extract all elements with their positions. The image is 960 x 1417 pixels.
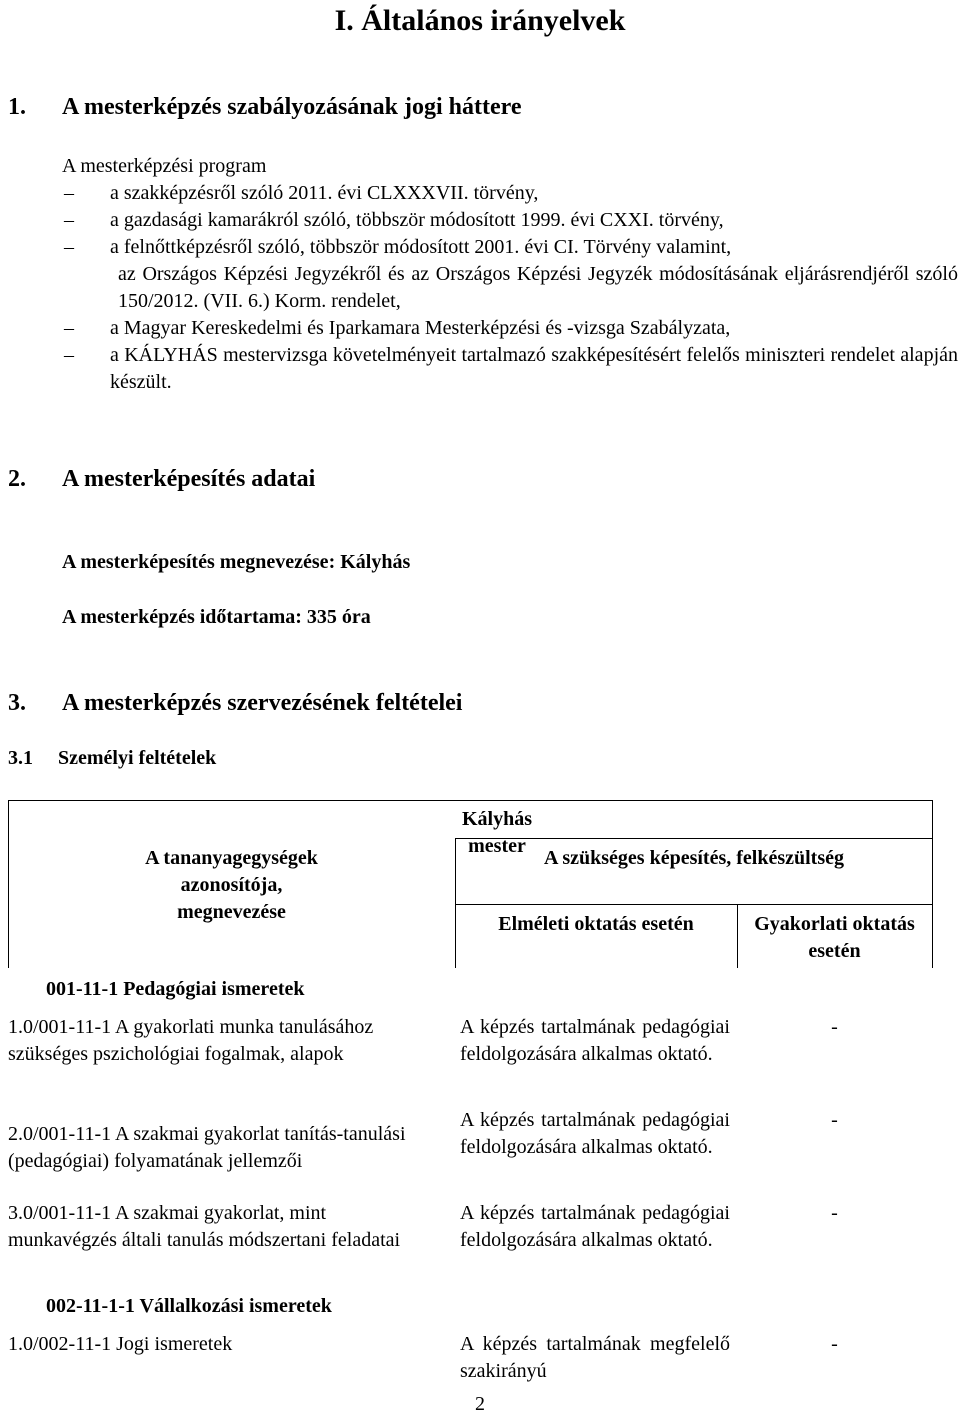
section-2-heading: A mesterképesítés adatai (62, 466, 316, 492)
legal-basis-list (0, 180, 960, 396)
list-item: az Országos Képzési Jegyzékről és az Országos Képzési Jegyzék módosításának eljárásrendjéről szóló 150/2012. (VII. 6.) Korm. rendelet, (118, 263, 958, 312)
list-item: – a szakképzésről szóló 2011. évi CLXXXVII. törvény, (0, 180, 960, 207)
col-practice-header: Gyakorlati oktatás esetén (754, 913, 915, 962)
table-row-practice: - (831, 1333, 838, 1355)
section-3-number: 3. (8, 690, 26, 716)
training-duration: A mesterképzés időtartama: 335 óra (62, 606, 371, 628)
table-row-theory: A képzés tartalmának pedagógiai feldolgozására alkalmas oktató. (460, 1202, 730, 1251)
list-item: – a Magyar Kereskedelmi és Iparkamara Mesterképzési és -vizsga Szabályzata, (0, 315, 960, 342)
qualification-name: A mesterképesítés megnevezése: Kályhás (62, 551, 411, 573)
table-line (455, 904, 933, 905)
table-row-unit: 1.0/001-11-1 A gyakorlati munka tanulásához szükséges pszichológiai fogalmak, alapok (8, 1016, 374, 1065)
section-1-number: 1. (8, 94, 26, 120)
table-row-theory: A képzés tartalmának megfelelő szakirányú (460, 1333, 730, 1382)
table-row-unit: 1.0/002-11-1 Jogi ismeretek (8, 1333, 233, 1355)
list-item: – a KÁLYHÁS mestervizsga követelményeit tartalmazó szakképesítésért felelős miniszteri rendelet alapján készült. (64, 344, 958, 393)
page-number: 2 (475, 1393, 485, 1415)
table-row-theory: A képzés tartalmának pedagógiai feldolgozására alkalmas oktató. (460, 1109, 730, 1158)
table-row-practice: - (831, 1016, 838, 1038)
table-row-unit: 2.0/001-11-1 A szakmai gyakorlat tanítás-tanulási (pedagógiai) folyamatának jellemzői (8, 1123, 406, 1172)
col-unit-header: A tananyagegységek azonosítója, megnevezése (145, 847, 318, 923)
section-1-heading: A mesterképzés szabályozásának jogi háttere (62, 94, 522, 120)
table-row-theory: A képzés tartalmának pedagógiai feldolgozására alkalmas oktató. (460, 1016, 730, 1065)
page-title: I. Általános irányelvek (334, 4, 626, 37)
dash-bullet: – (64, 317, 74, 339)
group-business: 002-11-1-1 Vállalkozási ismeretek (46, 1295, 332, 1317)
table-row-practice: - (831, 1109, 838, 1131)
section-2-number: 2. (8, 466, 26, 492)
table-row-practice: - (831, 1202, 838, 1224)
table-top-header: Kályhás mester (461, 808, 533, 857)
dash-bullet: – (64, 209, 74, 231)
subsection-number: 3.1 (8, 747, 33, 769)
col-theory-header: Elméleti oktatás esetén (498, 913, 694, 935)
dash-bullet: – (64, 182, 74, 204)
section-3-heading: A mesterképzés szervezésének feltételei (62, 690, 463, 716)
list-item: – a gazdasági kamarákról szóló, többször módosított 1999. évi CXXI. törvény, (0, 207, 960, 234)
table-border-top (8, 800, 933, 801)
col-qualification-header: A szükséges képesítés, felkészültség (544, 847, 844, 869)
list-item: – a felnőttképzésről szóló, többször módosított 2001. évi CI. Törvény valamint, (0, 234, 960, 261)
table-row-unit: 3.0/001-11-1 A szakmai gyakorlat, mint munkavégzés általi tanulás módszertani feladatai (8, 1202, 401, 1251)
subsection-heading: Személyi feltételek (58, 747, 217, 769)
group-pedagogy: 001-11-1 Pedagógiai ismeretek (46, 978, 305, 1000)
table-border-right (932, 800, 933, 968)
dash-bullet: – (64, 344, 74, 366)
section-1-intro: A mesterképzési program (62, 155, 267, 177)
dash-bullet: – (64, 236, 74, 258)
